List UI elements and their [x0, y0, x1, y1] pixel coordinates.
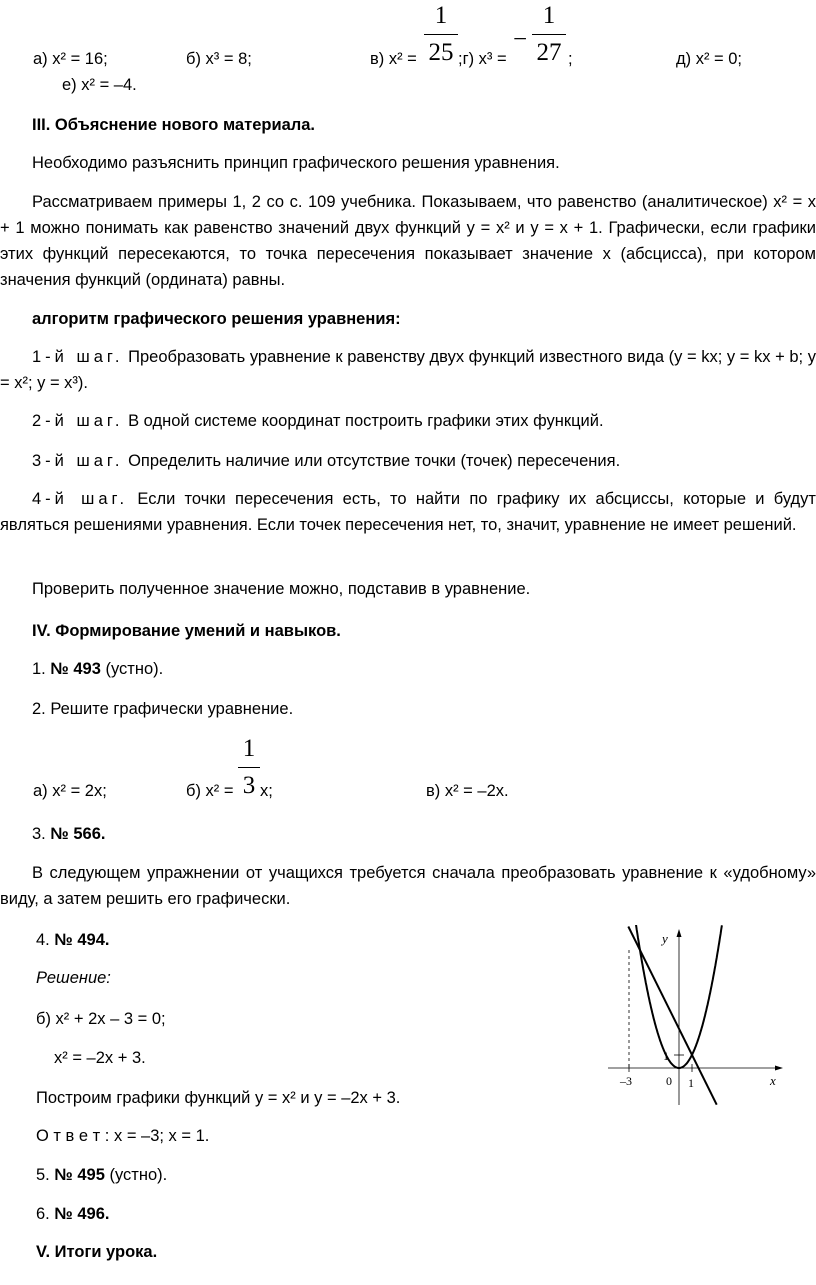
equation-1: б) x² + 2x – 3 = 0; [36, 1010, 166, 1028]
line-curve [628, 927, 716, 1105]
y-tick-1-label: 1 [663, 1049, 669, 1063]
task-number: 5. [36, 1166, 50, 1184]
step-label: 2-й шаг. [32, 412, 124, 430]
fraction-denominator: 25 [428, 39, 454, 66]
task-6 [36, 1205, 109, 1224]
fraction-numerator: 1 [434, 2, 448, 29]
task-note: (устно). [105, 660, 164, 678]
step-text: Преобразовать уравнение к равенству двух функций известного вида (y = kx; y = kx + b; y = x²; y = x³). [0, 348, 816, 392]
solution-label: Решение: [36, 969, 111, 987]
task-ref: № 566. [50, 825, 106, 843]
task-1 [0, 656, 816, 682]
task-number: 1. [32, 660, 46, 678]
step-4 [0, 486, 816, 538]
x-axis-arrow [775, 1066, 783, 1071]
step-label: 1-й шаг. [32, 348, 124, 366]
build-graphs: Построим графики функций y = x² и y = –2x + 3. [36, 1089, 401, 1107]
task-ref: № 493 [50, 660, 101, 678]
step-label: 3-й шаг. [32, 452, 124, 470]
y-axis-label: y [662, 931, 668, 946]
step-2 [0, 408, 816, 434]
step-text: В одной системе координат построить графики этих функций. [128, 412, 604, 430]
task-4 [36, 931, 109, 950]
exercise-a: а) x² = 16; [33, 50, 108, 68]
step-text: Если точки пересечения есть, то найти по графику их абсциссы, которые и будут являться решениями уравнения. Если точек пересечения нет, то, значит, уравнение не имеет решений. [0, 490, 816, 534]
step-label: 4-й шаг. [32, 490, 129, 508]
paragraph-check: Проверить полученное значение можно, подставив в уравнение. [32, 580, 531, 598]
origin-label: 0 [666, 1074, 672, 1088]
section-4-heading: IV. Формирование умений и навыков. [32, 622, 341, 640]
task-3 [0, 821, 816, 847]
parabola-curve [633, 925, 722, 1068]
fraction-denominator: 3 [242, 772, 256, 799]
exercise-d: д) x² = 0; [676, 50, 743, 68]
section-5-heading: V. Итоги урока. [36, 1243, 158, 1261]
fraction-1-25 [424, 2, 458, 67]
exercise-b: б) x³ = 8; [186, 50, 252, 68]
paragraph-examples: Рассматриваем примеры 1, 2 со с. 109 учебника. Показываем, что равенство (аналитическое) x² = x + 1 можно понимать как равенство значений двух функций y = x² и y = x + 1. Графически, если графики этих функций пересекаются, то точка пересечения показывает значение x (абсцисса), при котором значения функций (ордината) равны. [0, 193, 816, 289]
task-number: 6. [36, 1205, 50, 1223]
step-text: Определить наличие или отсутствие точки (точек) пересечения. [128, 452, 621, 470]
function-graph [600, 925, 790, 1110]
exercise-g-prefix: ;г) x³ = [458, 50, 507, 68]
step-1 [0, 344, 816, 396]
task-number: 3. [32, 825, 46, 843]
equation-2: x² = –2x + 3. [54, 1049, 146, 1067]
task-number: 4. [36, 931, 50, 949]
minus-sign: − [513, 26, 528, 53]
task-ref: № 494. [54, 931, 110, 949]
x-tick-1-label: 1 [688, 1076, 694, 1090]
task-ref: № 495 [54, 1166, 105, 1184]
x-axis-label: x [770, 1073, 776, 1088]
fraction-1-27 [532, 2, 566, 67]
fraction-numerator: 1 [242, 735, 256, 762]
task-2-a: а) x² = 2x; [33, 782, 107, 800]
step-3 [0, 448, 816, 474]
exercise-e: е) x² = –4. [62, 76, 137, 94]
task-2-b-suffix: x; [260, 782, 273, 800]
y-axis-arrow [677, 929, 682, 937]
paragraph-need: Необходимо разъяснить принцип графического решения уравнения. [32, 154, 560, 172]
task-ref: № 496. [54, 1205, 110, 1223]
exercise-v-prefix: в) x² = [370, 50, 417, 68]
task-2-b-prefix: б) x² = [186, 782, 234, 800]
task-2: 2. Решите графически уравнение. [32, 700, 294, 718]
paragraph-next: В следующем упражнении от учащихся требуется сначала преобразовать уравнение к «удобному» виду, а затем решить его графически. [0, 864, 816, 908]
algorithm-heading: алгоритм графического решения уравнения: [32, 310, 401, 328]
fraction-1-3 [238, 735, 260, 800]
task-5 [36, 1166, 167, 1185]
task-note: (устно). [109, 1166, 168, 1184]
exercise-g-suffix: ; [568, 50, 573, 68]
x-tick-minus3-label: –3 [620, 1074, 632, 1088]
section-3-heading: III. Объяснение нового материала. [32, 116, 316, 134]
answer: О т в е т : x = –3; x = 1. [36, 1127, 210, 1145]
fraction-denominator: 27 [536, 39, 562, 66]
fraction-numerator: 1 [542, 2, 556, 29]
task-2-v: в) x² = –2x. [426, 782, 509, 800]
